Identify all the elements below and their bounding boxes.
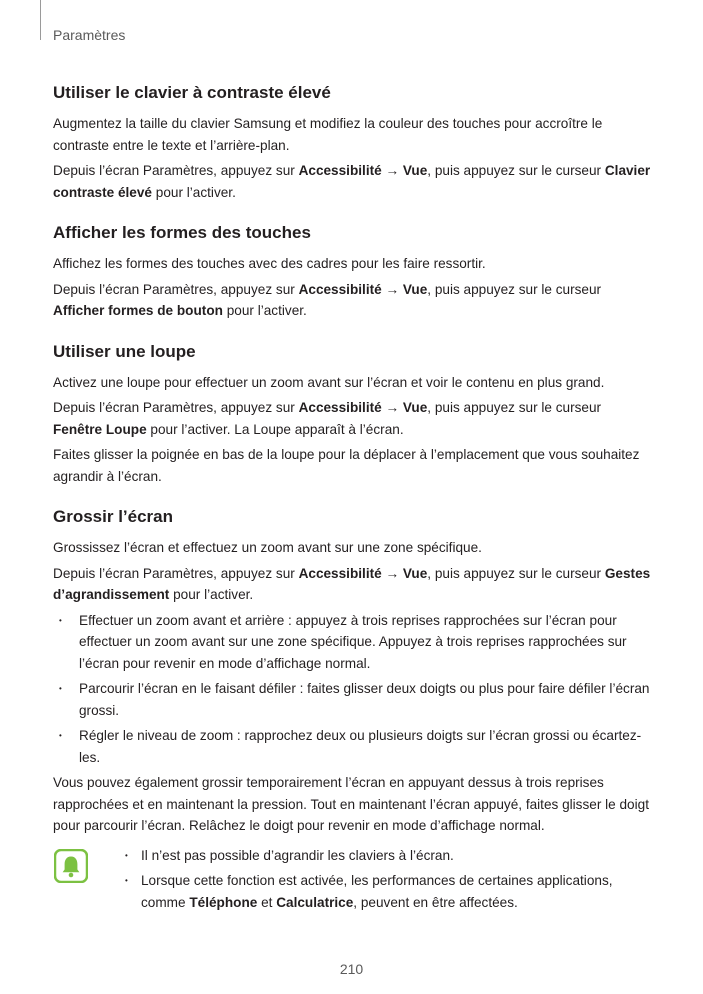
section-button-shapes xyxy=(53,222,653,322)
list-item: • Parcourir l’écran en le faisant défiler : faites glisser deux doigts ou plus pour faire défiler l’écran grossi. xyxy=(53,678,653,721)
page-content xyxy=(53,82,653,932)
paragraph: Vous pouvez également grossir temporairement l’écran en appuyant dessus à trois reprises rapprochées et en maintenant la pression. Tout en maintenant l’écran appuyé, faites glisser le doigt pour parcourir l’écran. Relâchez le doigt pour revenir en mode d’affichage normal. xyxy=(53,775,649,833)
note-list xyxy=(119,845,653,914)
section-title: Utiliser le clavier à contraste élevé xyxy=(53,83,331,102)
paragraph: Faites glisser la poignée en bas de la loupe pour la déplacer à l’emplacement que vous souhaitez agrandir à l’écran. xyxy=(53,447,640,484)
margin-rule xyxy=(40,0,41,40)
note-box xyxy=(53,845,653,914)
section-title: Utiliser une loupe xyxy=(53,341,196,361)
list-item: • Lorsque cette fonction est activée, les performances de certaines applications, comme Téléphone et Calculatrice, peuvent en être affectées. xyxy=(119,870,653,913)
list-item: • Il n’est pas possible d’agrandir les claviers à l’écran. xyxy=(119,845,653,867)
running-header: Paramètres xyxy=(53,27,126,43)
page-number: 210 xyxy=(339,961,364,977)
instruction-paragraph: Depuis l’écran Paramètres, appuyez sur Accessibilité → Vue, puis appuyez sur le curseur Gestes d’agrandissement pour l’activer. xyxy=(53,565,651,602)
instruction-paragraph: Depuis l’écran Paramètres, appuyez sur Accessibilité → Vue, puis appuyez sur le curseur Fenêtre Loupe pour l’activer. La Loupe apparaît à l’écran. xyxy=(53,400,602,437)
section-magnifier xyxy=(53,341,653,488)
gesture-list xyxy=(53,610,653,769)
instruction-paragraph: Depuis l’écran Paramètres, appuyez sur Accessibilité → Vue, puis appuyez sur le curseur Afficher formes de bouton pour l’activer. xyxy=(53,281,602,318)
list-item: • Effectuer un zoom avant et arrière : appuyez à trois reprises rapprochées sur l’écran pour effectuer un zoom avant sur une zone spécifique. Appuyez à trois reprises rapprochées sur l’écran pour revenir en mode d’affichage normal. xyxy=(53,610,653,675)
paragraph: Augmentez la taille du clavier Samsung et modifiez la couleur des touches pour accroître le contraste entre le texte et l’arrière-plan. xyxy=(53,116,603,153)
section-title: Afficher les formes des touches xyxy=(53,223,311,242)
section-high-contrast-keyboard xyxy=(53,82,653,203)
section-title: Grossir l’écran xyxy=(53,507,174,526)
bell-icon xyxy=(54,849,88,883)
list-item: • Régler le niveau de zoom : rapprochez deux ou plusieurs doigts sur l’écran grossi ou écartez-les. xyxy=(53,725,653,768)
paragraph: Affichez les formes des touches avec des cadres pour les faire ressortir. xyxy=(53,256,486,271)
paragraph: Activez une loupe pour effectuer un zoom avant sur l’écran et voir le contenu en plus grand. xyxy=(53,374,605,390)
section-magnify-screen xyxy=(53,506,653,913)
paragraph: Grossissez l’écran et effectuez un zoom avant sur une zone spécifique. xyxy=(53,540,482,555)
instruction-paragraph: Depuis l’écran Paramètres, appuyez sur Accessibilité → Vue, puis appuyez sur le curseur Clavier contraste élevé pour l’activer. xyxy=(53,163,651,200)
